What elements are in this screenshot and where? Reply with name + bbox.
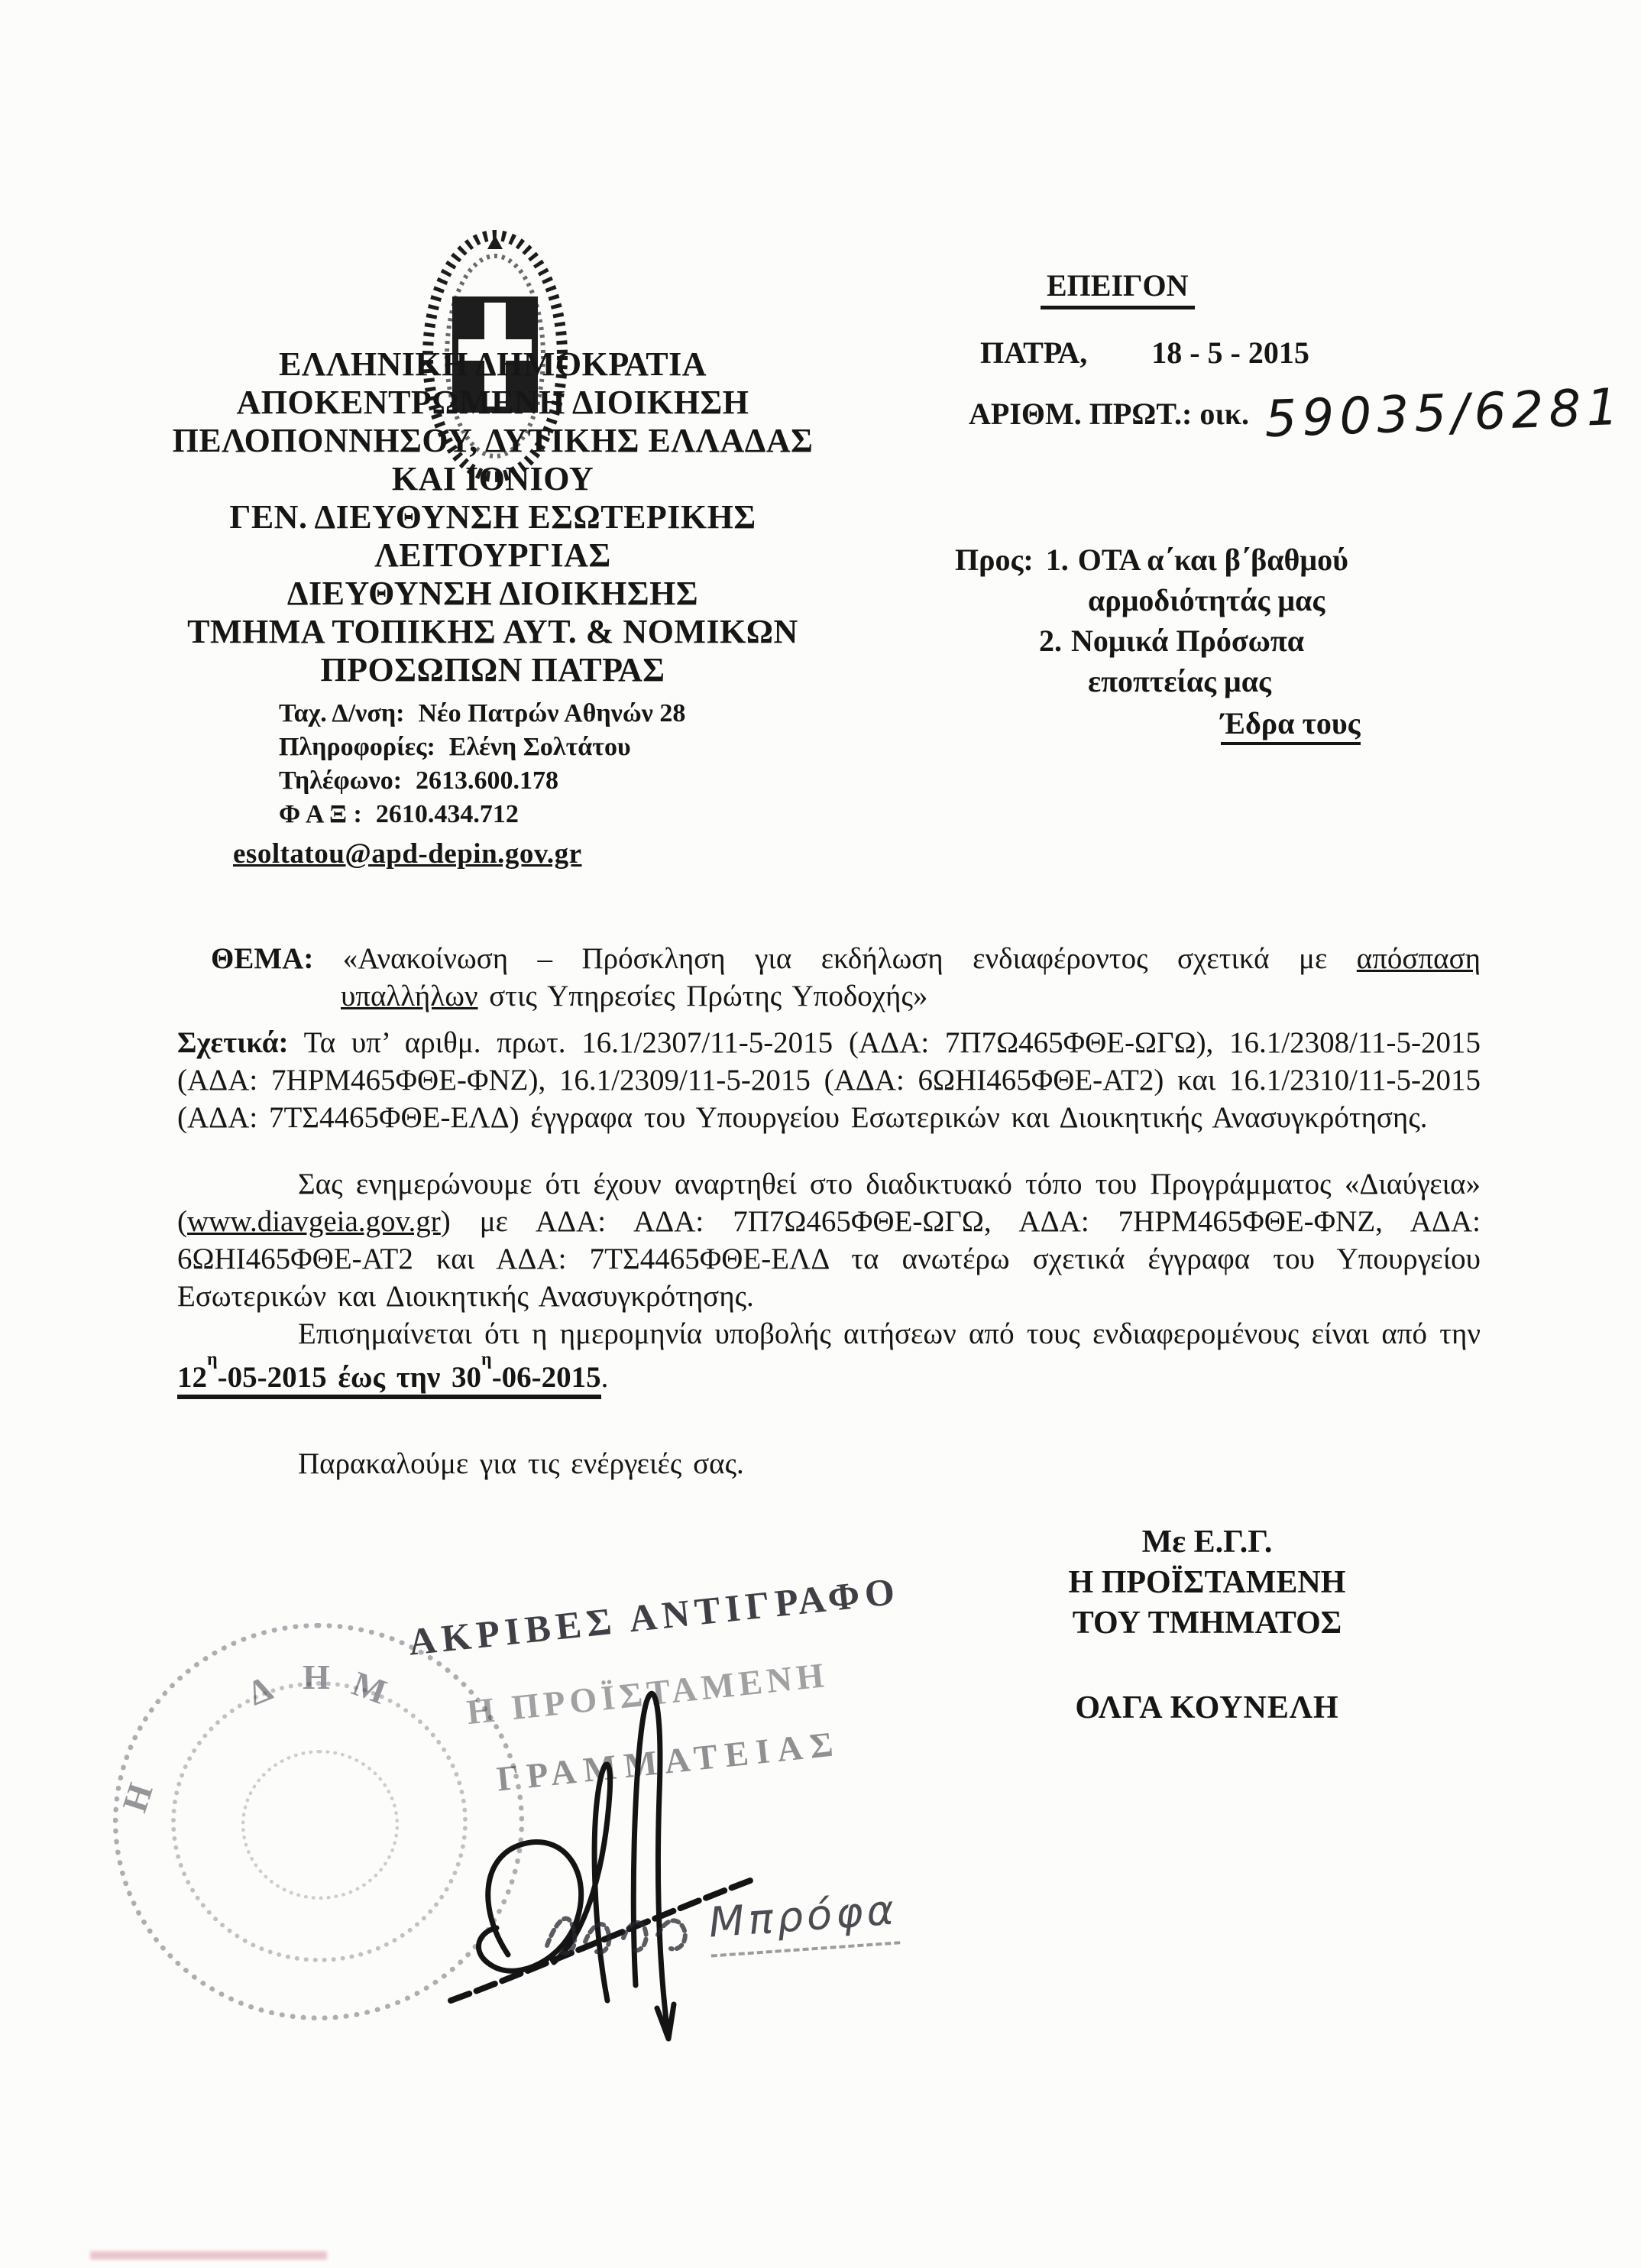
- recipient-text: Νομικά Πρόσωπα: [1071, 624, 1305, 658]
- email-address: esoltatou@apd-depin.gov.gr: [233, 838, 582, 870]
- recipient-text: αρμοδιότητάς μας: [1088, 583, 1325, 617]
- recipient-row: [955, 580, 1361, 620]
- org-line: ΤΜΗΜΑ ΤΟΠΙΚΗΣ ΑΥΤ. & ΝΟΜΙΚΩΝ: [187, 613, 798, 650]
- deadline-paragraph: [177, 1315, 1481, 1396]
- recipient-text: εποπτείας μας: [1088, 664, 1271, 698]
- urgency-label: ΕΠΕΙΓΟΝ: [1041, 267, 1195, 309]
- recipient-row: [955, 539, 1361, 580]
- contact-label: Πληροφορίες:: [279, 733, 435, 761]
- certified-copy-line: ΑΚΡΙΒΕΣ ΑΝΤΙΓΡΑΦΟ: [406, 1569, 902, 1664]
- subject-text: «Ανακοίνωση – Πρόσκληση για εκδήλωση ενδιαφέροντος σχετικά με: [342, 942, 1357, 975]
- subject-label: ΘΕΜΑ:: [211, 942, 314, 975]
- notice-paragraph: [177, 1165, 1481, 1315]
- paragraph-text: Επισημαίνεται ότι η ημερομηνία υποβολής αιτήσεων από τους ενδιαφερομένους είναι από την: [298, 1317, 1481, 1350]
- org-line: ΛΕΙΤΟΥΡΓΙΑΣ: [374, 536, 611, 574]
- paragraph-text: Σας ενημερώνουμε ότι έχουν αναρτηθεί στο διαδικτυακό τόπο του Προγράμματος «Διαύγεια» (: [177, 1168, 1481, 1238]
- protocol-number-handwritten: 59035/6281: [1264, 377, 1625, 449]
- org-line: ΚΑΙ ΙΟΝΙΟΥ: [391, 460, 594, 497]
- contact-value: Ελένη Σολτάτου: [448, 733, 631, 761]
- contact-label: Ταχ. Δ/νση:: [279, 699, 405, 727]
- contact-row-address: [279, 697, 685, 731]
- ordinal-superscript: η: [481, 1349, 492, 1369]
- signature-authority-line: Με Ε.Γ.Γ.: [1141, 1524, 1273, 1560]
- contact-block: [279, 697, 685, 831]
- recipient-number: 1.: [1045, 543, 1069, 577]
- org-line: ΕΛΛΗΝΙΚΗ ΔΗΜΟΚΡΑΤΙΑ: [278, 345, 707, 383]
- related-paragraph: [177, 1024, 1481, 1136]
- subject-line-2: [177, 977, 1481, 1015]
- letter-body: [177, 940, 1481, 1482]
- recipient-number: 2.: [1039, 624, 1062, 658]
- recipients-block: [955, 539, 1361, 744]
- recipient-text: ΟΤΑ α΄και β΄βαθμού: [1077, 543, 1348, 577]
- contact-value: 2610.434.712: [375, 800, 519, 828]
- round-official-seal-core: [241, 1750, 399, 1900]
- org-line: ΓΕΝ. ΔΙΕΥΘΥΝΣΗ ΕΣΩΤΕΡΙΚΗΣ: [229, 498, 756, 536]
- closing-line: Παρακαλούμε για τις ενέργειές σας.: [298, 1447, 744, 1480]
- seal-letter: Μ: [347, 1664, 392, 1712]
- seal-letter: Η: [115, 1778, 160, 1817]
- sentence-period: .: [600, 1361, 609, 1394]
- organisation-header: [107, 345, 879, 689]
- to-label: Προς:: [955, 543, 1034, 577]
- scan-artifact: [90, 2251, 327, 2260]
- ordinal-superscript: η: [207, 1349, 218, 1369]
- protocol-label: ΑΡΙΘΜ. ΠΡΩΤ.: οικ.: [969, 397, 1249, 431]
- recipient-row: [955, 661, 1361, 701]
- signer-name: ΟΛΓΑ ΚΟΥΝΕΛΗ: [1075, 1690, 1339, 1725]
- subject-text: στις Υπηρεσίες Πρώτης Υποδοχής»: [477, 980, 928, 1013]
- org-line: ΠΡΟΣΩΠΩΝ ΠΑΤΡΑΣ: [320, 651, 665, 688]
- signature-title-line: Η ΠΡΟΪΣΤΑΜΕΝΗ: [1068, 1565, 1346, 1600]
- handwritten-signature-icon: [435, 1680, 795, 2062]
- contact-label: Φ Α Ξ :: [279, 800, 362, 828]
- handwritten-name: Μπρόφα: [707, 1885, 900, 1957]
- recipient-row: [955, 620, 1361, 661]
- org-line: ΔΙΕΥΘΥΝΣΗ ΔΙΟΙΚΗΣΗΣ: [286, 575, 699, 612]
- diavgeia-url: www.diavgeia.gov.gr: [187, 1205, 441, 1238]
- contact-row-fax: [279, 798, 685, 831]
- handwritten-first-name-scribble: [539, 1884, 700, 1968]
- seal-letter: Η: [303, 1657, 330, 1696]
- org-line: ΠΕΛΟΠΟΝΝΗΣΟΥ, ΔΥΤΙΚΗΣ ΕΛΛΑΔΑΣ: [172, 422, 814, 459]
- signature-title-line: ΤΟΥ ΤΜΗΜΑΤΟΣ: [1072, 1605, 1342, 1641]
- city-label: ΠΑΤΡΑ,: [980, 335, 1088, 370]
- contact-row-info: [279, 731, 685, 764]
- seal-letter: Δ: [242, 1668, 278, 1713]
- stamp-zone: [107, 1569, 1100, 2046]
- paragraph-text: ) με ΑΔΑ: ΑΔΑ: 7Π7Ω465ΦΘΕ-ΩΓΩ, ΑΔΑ: 7ΗΡΜ465ΦΘΕ-ΦΝΖ, ΑΔΑ: 6ΩΗΙ465ΦΘΕ-ΑΤ2 και ΑΔΑ: 7ΤΣ4465ΦΘΕ-ΕΛΔ τα ανωτέρω σχετικά έγγραφα του Υπουργείου Εσωτερικών και Διοικητικής Ανασυγκρότησης.: [177, 1205, 1481, 1313]
- related-label: Σχετικά:: [177, 1026, 289, 1059]
- org-line: ΑΠΟΚΕΝΤΡΩΜΕΝΗ ΔΙΟΙΚΗΣΗ: [236, 384, 749, 421]
- subject-line-1: [177, 940, 1481, 977]
- certified-copy-line: ΓΡΑΜΜΑΤΕΙΑΣ: [494, 1723, 843, 1799]
- subject-underlined-word: υπαλλήλων: [341, 980, 478, 1013]
- recipient-seat-note: Έδρα τους: [955, 703, 1361, 744]
- certified-copy-line: Η ΠΡΟΪΣΤΑΜΕΝΗ: [464, 1654, 830, 1732]
- protocol-line: [969, 377, 1625, 449]
- contact-row-phone: [279, 764, 685, 798]
- subject-underlined-word: απόσπαση: [1356, 942, 1481, 975]
- deadline-range: $12^\eta-05-2015$ έως την $30^\eta-06-2015$: [177, 1361, 601, 1399]
- contact-value: 2613.600.178: [416, 766, 559, 795]
- contact-label: Τηλέφωνο:: [279, 766, 403, 795]
- date-value: 18 - 5 - 2015: [1151, 335, 1309, 370]
- contact-value: Νέο Πατρών Αθηνών 28: [418, 699, 686, 727]
- related-text: Τα υπ’ αριθμ. πρωτ. 16.1/2307/11-5-2015 (ΑΔΑ: 7Π7Ω465ΦΘΕ-ΩΓΩ), 16.1/2308/11-5-2015 (ΑΔΑ: 7ΗΡΜ465ΦΘΕ-ΦΝΖ), 16.1/2309/11-5-2015 (ΑΔΑ: 6ΩΗΙ465ΦΘΕ-ΑΤ2) και 16.1/2310/11-5-2015 (ΑΔΑ: 7ΤΣ4465ΦΘΕ-ΕΛΔ) έγγραφα του Υπουργείου Εσωτερικών και Διοικητικής Ανασυγκρότησης.: [177, 1026, 1481, 1134]
- city-date-line: [980, 335, 1309, 371]
